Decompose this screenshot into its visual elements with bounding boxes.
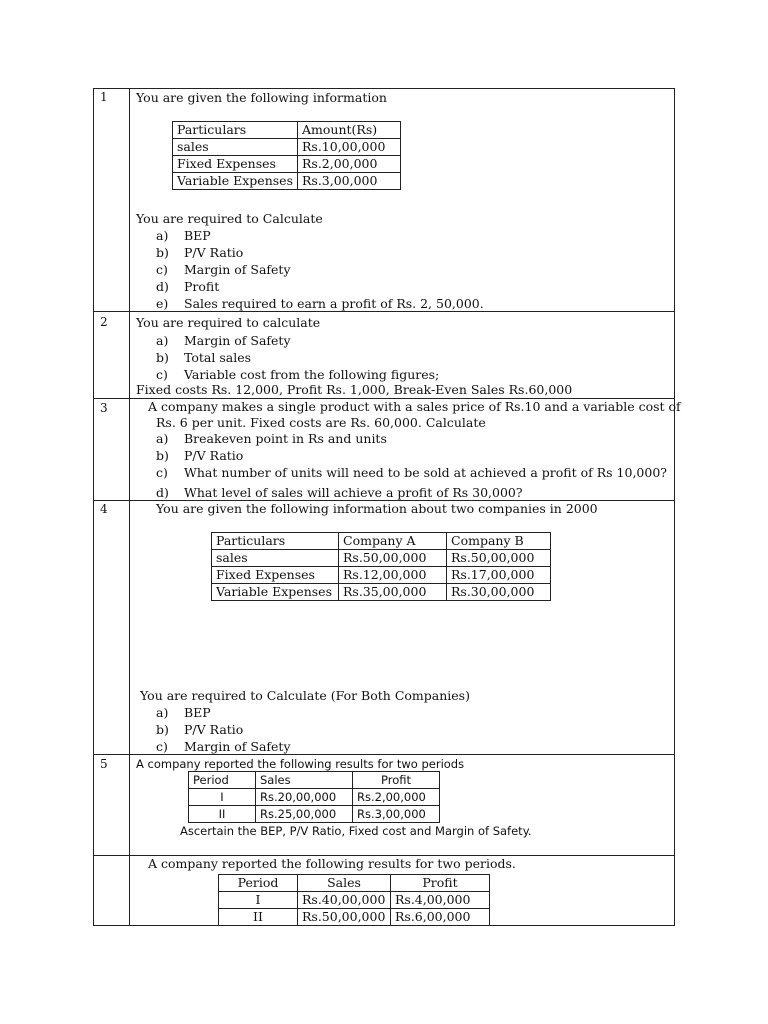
table-cell: II (189, 806, 256, 823)
list-item (156, 261, 484, 278)
table-header-row (219, 875, 490, 892)
table-cell: Rs.2,00,000 (298, 156, 401, 173)
question-intro: You are given the following information (136, 90, 387, 105)
table-cell: sales (212, 550, 339, 567)
item-text: Margin of Safety (184, 333, 291, 348)
sub-question-list (156, 227, 484, 312)
data-table (172, 121, 401, 190)
table-cell: Rs.17,00,000 (447, 567, 551, 584)
table-header: Period (219, 875, 298, 892)
table-header: Company B (447, 533, 551, 550)
table-row (212, 550, 551, 567)
item-text: What level of sales will achieve a profit of Rs 30,000? (184, 485, 523, 500)
table-row (219, 892, 490, 909)
item-marker: a) (156, 333, 169, 348)
table-cell: Rs.35,00,000 (339, 584, 447, 601)
question-number: 2 (100, 315, 108, 329)
list-item (156, 366, 439, 383)
list-item (156, 721, 291, 738)
question-number: 5 (100, 757, 108, 771)
table-cell: Rs.2,00,000 (353, 789, 440, 806)
question-intro: A company reported the following results for two periods (136, 757, 465, 771)
table-cell: Rs.20,00,000 (256, 789, 353, 806)
table-row (173, 156, 401, 173)
item-marker: d) (156, 279, 169, 294)
question-task: Ascertain the BEP, P/V Ratio, Fixed cost and Margin of Safety. (180, 824, 532, 838)
list-item (156, 704, 291, 721)
item-marker: b) (156, 722, 169, 737)
table-cell: Rs.12,00,000 (339, 567, 447, 584)
list-item (156, 227, 484, 244)
item-marker: b) (156, 350, 169, 365)
table-cell: Rs.3,00,000 (298, 173, 401, 190)
item-text: P/V Ratio (184, 722, 244, 737)
item-text: BEP (184, 705, 211, 720)
table-header: Particulars (212, 533, 339, 550)
question-sheet (93, 88, 681, 926)
table-cell: Rs.50,00,000 (447, 550, 551, 567)
table-header: Particulars (173, 122, 298, 139)
table-header: Amount(Rs) (298, 122, 401, 139)
table-cell: Rs.6,00,000 (391, 909, 490, 926)
table-cell: Rs.10,00,000 (298, 139, 401, 156)
table-header: Profit (391, 875, 490, 892)
table-header: Sales (256, 772, 353, 789)
question-task: You are required to Calculate (136, 211, 323, 226)
item-marker: a) (156, 431, 169, 446)
item-marker: c) (156, 262, 168, 277)
item-marker: b) (156, 245, 169, 260)
table-header: Company A (339, 533, 447, 550)
item-text: Margin of Safety (184, 739, 291, 754)
table-row (189, 806, 440, 823)
table-cell: Fixed Expenses (173, 156, 298, 173)
table-header: Profit (353, 772, 440, 789)
question-intro: A company reported the following results for two periods. (148, 856, 516, 871)
table-cell: Rs.30,00,000 (447, 584, 551, 601)
question-text-line: Rs. 6 per unit. Fixed costs are Rs. 60,000. Calculate (156, 415, 486, 430)
sub-question-list (156, 704, 291, 755)
sub-question-list (156, 332, 439, 383)
table-row (212, 567, 551, 584)
item-marker: c) (156, 367, 168, 382)
list-item (156, 332, 439, 349)
table-header: Sales (298, 875, 391, 892)
table-row (173, 139, 401, 156)
table-cell: Rs.3,00,000 (353, 806, 440, 823)
list-item (156, 738, 291, 755)
table-cell: II (219, 909, 298, 926)
item-text: Margin of Safety (184, 262, 291, 277)
table-cell: Rs.50,00,000 (339, 550, 447, 567)
item-marker: c) (156, 465, 168, 480)
item-text: BEP (184, 228, 211, 243)
list-item (156, 430, 667, 447)
item-marker: a) (156, 705, 169, 720)
question-number: 1 (100, 90, 108, 104)
item-marker: e) (156, 296, 169, 311)
item-marker: c) (156, 739, 168, 754)
table-cell: I (219, 892, 298, 909)
item-text: Breakeven point in Rs and units (184, 431, 387, 446)
data-table (211, 532, 551, 601)
item-marker: a) (156, 228, 169, 243)
table-cell: Fixed Expenses (212, 567, 339, 584)
table-cell: Rs.4,00,000 (391, 892, 490, 909)
table-header-row (173, 122, 401, 139)
list-item (156, 244, 484, 261)
table-cell: Rs.50,00,000 (298, 909, 391, 926)
item-text: P/V Ratio (184, 245, 244, 260)
list-item (156, 464, 667, 481)
list-item (156, 484, 667, 501)
item-text: Sales required to earn a profit of Rs. 2, 50,000. (184, 296, 484, 311)
table-row (219, 909, 490, 926)
item-text: Total sales (184, 350, 252, 365)
table-header-row (189, 772, 440, 789)
item-text: What number of units will need to be sold at achieved a profit of Rs 10,000? (184, 465, 667, 480)
table-cell: Variable Expenses (173, 173, 298, 190)
sub-question-list (156, 430, 667, 501)
item-text: P/V Ratio (184, 448, 244, 463)
list-item (156, 295, 484, 312)
item-marker: d) (156, 485, 169, 500)
data-table (218, 874, 490, 926)
data-table (188, 771, 440, 823)
table-cell: sales (173, 139, 298, 156)
table-cell: Rs.40,00,000 (298, 892, 391, 909)
table-cell: Rs.25,00,000 (256, 806, 353, 823)
table-row (173, 173, 401, 190)
table-cell: Variable Expenses (212, 584, 339, 601)
table-cell: I (189, 789, 256, 806)
question-number: 3 (100, 401, 108, 415)
item-text: Profit (184, 279, 220, 294)
list-item (156, 349, 439, 366)
table-header: Period (189, 772, 256, 789)
question-figures: Fixed costs Rs. 12,000, Profit Rs. 1,000, Break-Even Sales Rs.60,000 (136, 382, 573, 397)
table-row (189, 789, 440, 806)
item-text: Variable cost from the following figures; (184, 367, 440, 382)
list-item (156, 447, 667, 464)
column-divider (129, 89, 130, 925)
question-intro: You are required to calculate (136, 315, 321, 330)
question-text-line: A company makes a single product with a sales price of Rs.10 and a variable cost of (148, 399, 681, 414)
list-item (156, 278, 484, 295)
question-intro: You are given the following information about two companies in 2000 (156, 501, 598, 516)
table-row (212, 584, 551, 601)
item-marker: b) (156, 448, 169, 463)
table-header-row (212, 533, 551, 550)
question-task: You are required to Calculate (For Both Companies) (140, 688, 470, 703)
question-number: 4 (100, 502, 108, 516)
